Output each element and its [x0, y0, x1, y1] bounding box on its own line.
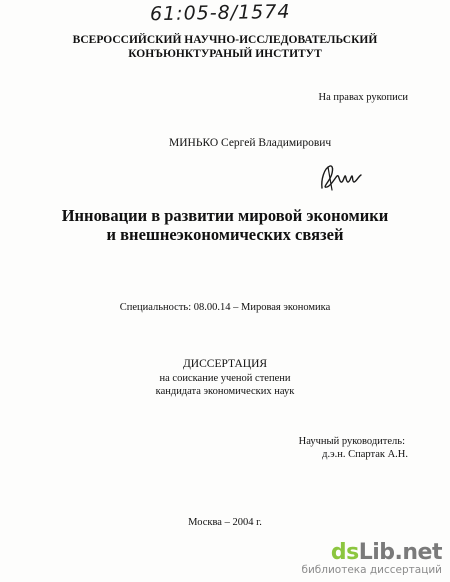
watermark-logo	[301, 542, 442, 564]
degree-line2: кандидата экономических наук	[155, 386, 295, 397]
watermark	[301, 542, 442, 576]
degree-line1: на соискание ученой степени	[159, 373, 291, 384]
watermark-logo-suffix: Lib.net	[358, 540, 442, 565]
dissertation-title-line1: Инновации в развитии мировой экономики	[61, 206, 389, 225]
institute-name-line2: КОНЪЮНКТУРАНЫЙ ИНСТИТУТ	[128, 48, 322, 60]
dissertation-heading: ДИССЕРТАЦИЯ	[182, 358, 268, 370]
archive-number: 61:05-8/1574	[149, 0, 291, 26]
city-year: Москва – 2004 г.	[188, 517, 262, 528]
watermark-tagline: библиотека диссертаций	[301, 564, 442, 576]
manuscript-rights: На правах рукописи	[318, 92, 408, 103]
author-name: МИНЬКО Сергей Владимирович	[169, 137, 332, 149]
dissertation-title-line2: и внешнеэкономических связей	[106, 225, 344, 244]
supervisor-name: д.э.н. Спартак А.Н.	[322, 449, 408, 460]
signature-icon	[318, 158, 364, 196]
supervisor-label: Научный руководитель:	[298, 436, 405, 447]
institute-name-line1: ВСЕРОССИЙСКИЙ НАУЧНО-ИССЛЕДОВАТЕЛЬСКИЙ	[72, 34, 378, 46]
watermark-logo-prefix: ds	[330, 540, 359, 565]
specialty: Специальность: 08.00.14 – Мировая экономика	[119, 302, 331, 313]
